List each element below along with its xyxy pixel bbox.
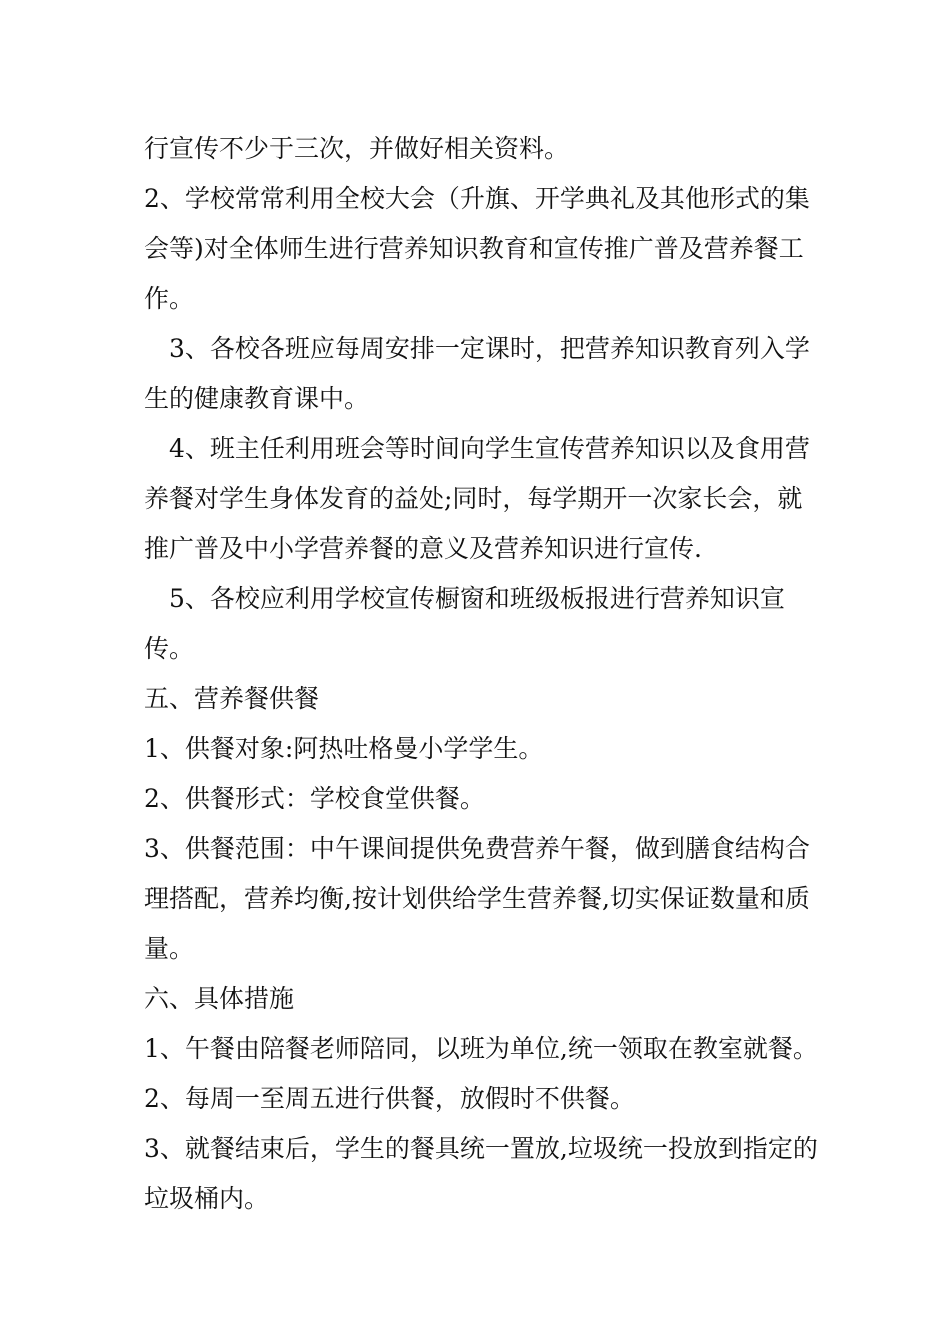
paragraph-item-5: 5、各校应利用学校宣传橱窗和班级板报进行营养知识宣传。: [144, 584, 785, 663]
paragraph-item-4: 4、班主任利用班会等时间向学生宣传营养知识以及食用营养餐对学生身体发育的益处;同时，每学期开一次家长会，就推广普及中小学营养餐的意义及营养知识进行宣传.: [144, 434, 810, 563]
paragraph-supply-form: 2、供餐形式：学校食堂供餐。: [144, 784, 485, 813]
paragraph-item-2: 2、学校常常利用全校大会（升旗、开学典礼及其他形式的集会等)对全体师生进行营养知识教育和宣传推广普及营养餐工作。: [144, 184, 810, 313]
section-heading-five: 五、营养餐供餐: [144, 684, 320, 713]
document-body: [144, 124, 824, 1224]
paragraph-measure-1: 1、午餐由陪餐老师陪同，以班为单位,统一领取在教室就餐。: [144, 1034, 818, 1063]
paragraph-continuation: 行宣传不少于三次，并做好相关资料。: [144, 134, 570, 163]
paragraph-measure-3: 3、就餐结束后，学生的餐具统一置放,垃圾统一投放到指定的垃圾桶内。: [144, 1134, 818, 1213]
paragraph-supply-target: 1、供餐对象:阿热吐格曼小学学生。: [144, 734, 544, 763]
paragraph-item-3: 3、各校各班应每周安排一定课时，把营养知识教育列入学生的健康教育课中。: [144, 334, 810, 413]
section-heading-six: 六、具体措施: [144, 984, 295, 1013]
paragraph-measure-2: 2、每周一至周五进行供餐，放假时不供餐。: [144, 1084, 635, 1113]
paragraph-supply-scope: 3、供餐范围：中午课间提供免费营养午餐，做到膳食结构合理搭配，营养均衡,按计划供给学生营养餐,切实保证数量和质量。: [144, 834, 810, 963]
